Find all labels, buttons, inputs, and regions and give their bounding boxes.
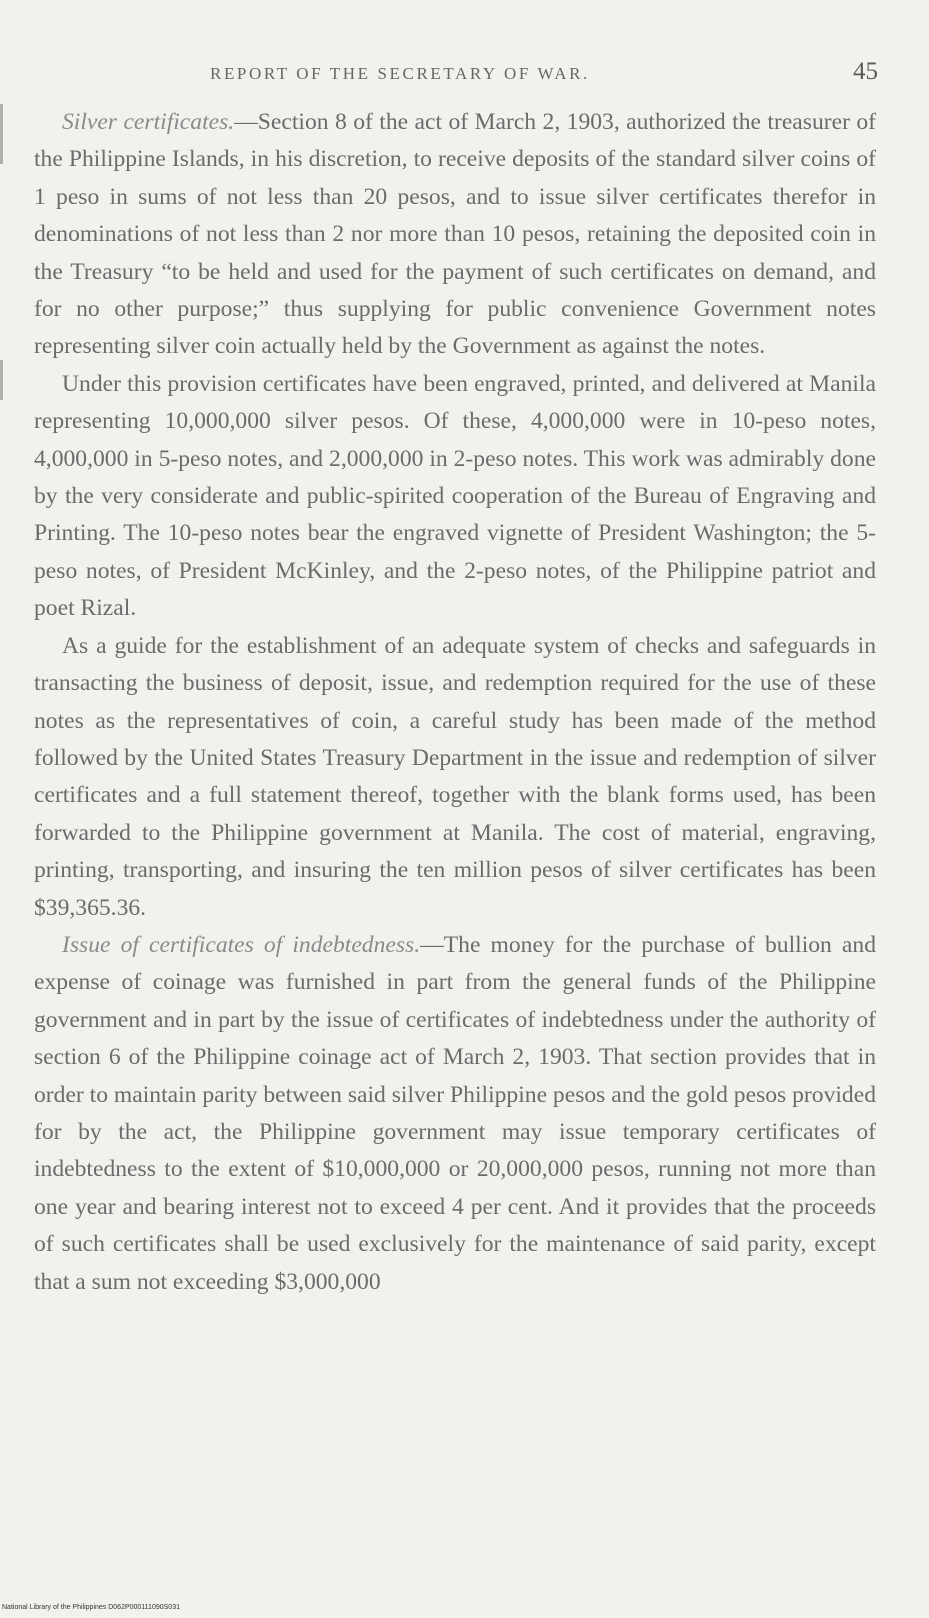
body-text [34, 104, 876, 1301]
paragraph-silver-certificates [34, 104, 876, 366]
paragraph-certificates-engraved [34, 366, 876, 628]
paragraph-heading: Issue of certificates of indebtedness. [62, 931, 421, 958]
paragraph-text: —The money for the purchase of bullion and expense of coinage was furnished in part from the general funds of the Philippine government and in part by the issue of certificates of indebtedness under the authority of section 6 of the Philippine coinage act of March 2, 1903. That section provides that in order to maintain parity between said silver Philippine pesos and the gold pesos provided for by the act, the Philippine government may issue temporary certificates of indebtedness to the extent of $10,000,000 or 20,000,000 pesos, running not more than one year and bearing interest not to exceed 4 per cent. And it provides that the proceeds of such certificates shall be used exclusively for the maintenance of said parity, except that a sum not exceeding $3,000,000 [34, 931, 876, 1295]
running-head: REPORT OF THE SECRETARY OF WAR. [210, 64, 590, 83]
page-number: 45 [853, 58, 878, 85]
paragraph-text: As a guide for the establishment of an adequate system of checks and safeguards in transacting the business of deposit, issue, and redemption required for the use of these notes as the representatives of coin, a careful study has been made of the method followed by the United States Treasury Department in the issue and redemption of silver certificates and a full statement thereof, together with the blank forms used, has been forwarded to the Philippine government at Manila. The cost of material, engraving, printing, transporting, and insuring the ten million pesos of silver certificates has been $39,365.36. [34, 632, 876, 921]
paragraph-text: —Section 8 of the act of March 2, 1903, authorized the treasurer of the Philippine Islands, in his discretion, to receive deposits of the standard silver coins of 1 peso in sums of not less than 20 pesos, and to issue silver certificates therefor in denominations of not less than 2 nor more than 10 pesos, retaining the deposited coin in the Treasury “to be held and used for the payment of such certificates on demand, and for no other purpose;” thus supplying for public convenience Government notes representing silver coin actually held by the Government as against the notes. [34, 109, 877, 360]
footer-note: National Library of the Philippines D062P000111090S031 [2, 1604, 180, 1611]
paragraph-certificates-of-indebtedness [34, 927, 876, 1301]
page-header [170, 58, 890, 98]
page-edge-mark [0, 104, 3, 164]
paragraph-heading: Silver certificates. [62, 109, 235, 135]
paragraph-text: Under this provision certificates have been engraved, printed, and delivered at Manila representing 10,000,000 silver pesos. Of these, 4,000,000 were in 10-peso notes, 4,000,000 in 5-peso notes, and 2,000,000 in 2-peso notes. This work was admirably done by the very considerate and public-spirited cooperation of the Bureau of Engraving and Printing. The 10-peso notes bear the engraved vignette of President Washington; the 5-peso notes, of President McKinley, and the 2-peso notes, of the Philippine patriot and poet Rizal. [34, 370, 876, 622]
page-edge-mark [0, 360, 3, 400]
paragraph-checks-safeguards [34, 628, 876, 927]
